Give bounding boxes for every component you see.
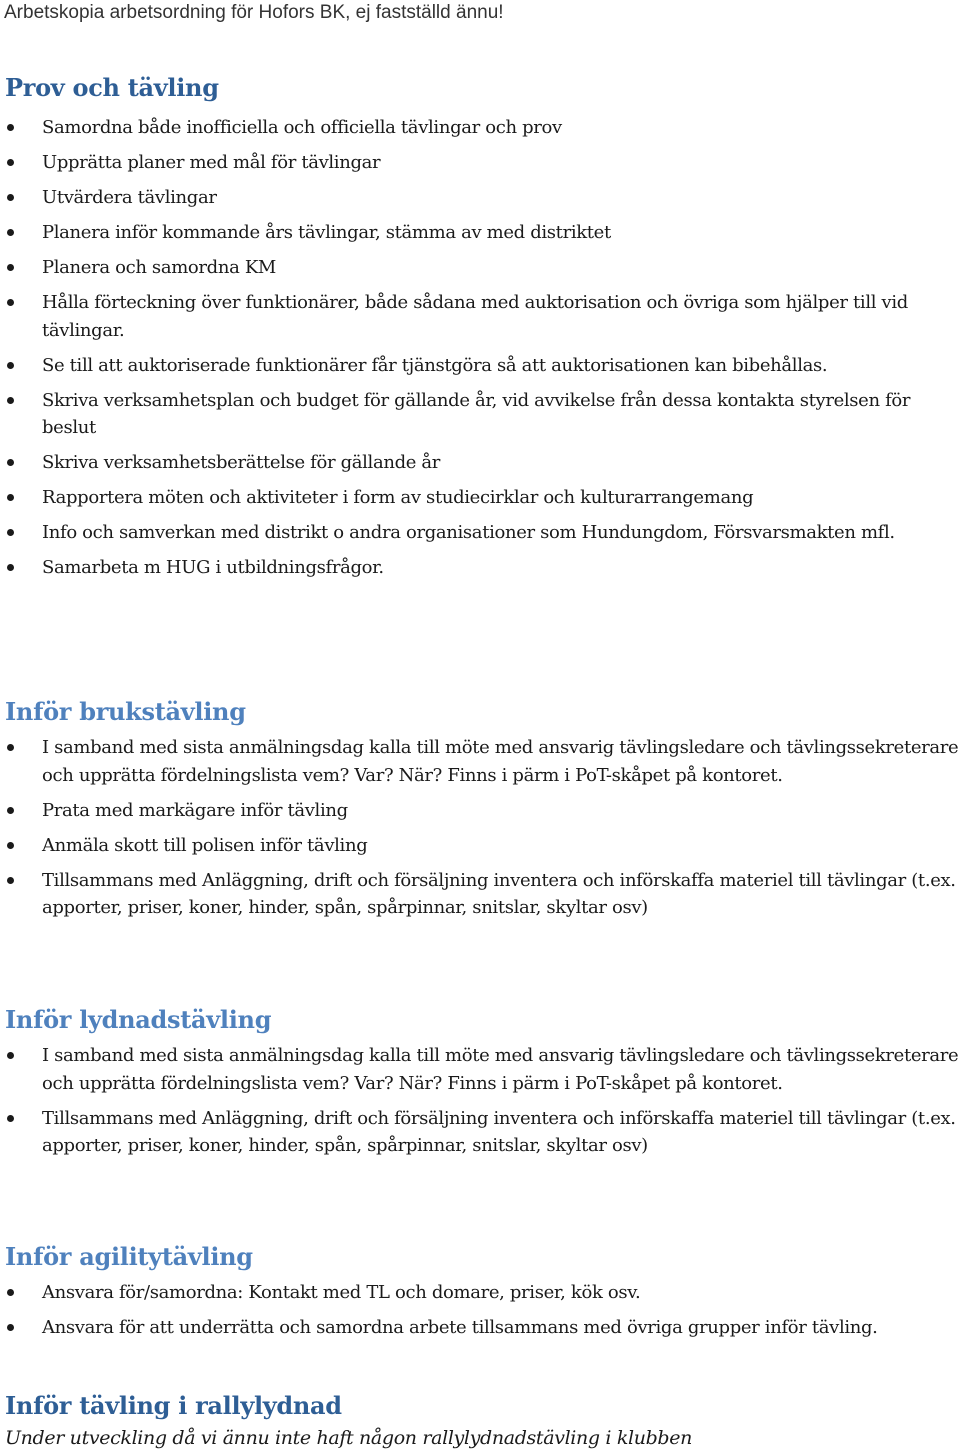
list-item-text: Upprätta planer med mål för tävlingar [42, 152, 381, 173]
bullet-icon [7, 1289, 14, 1296]
bullet-icon [7, 124, 14, 131]
list-item-text: Skriva verksamhetsplan och budget för gällande år, vid avvikelse från dessa kontakta styrelsen för beslut [42, 389, 911, 438]
list-item [5, 114, 960, 142]
list-item [5, 219, 960, 247]
list-item-text: Samordna både inofficiella och officiella tävlingar och prov [42, 117, 562, 138]
list-item-text: Info och samverkan med distrikt o andra organisationer som Hundungdom, Försvarsmakten mfl. [42, 522, 895, 543]
bullet-icon [7, 1324, 14, 1331]
list-item [5, 289, 960, 344]
list-item [5, 1105, 960, 1160]
list-item [5, 184, 960, 212]
list-item [5, 797, 960, 825]
bullet-icon [7, 299, 14, 306]
section-infor-brukstavling [5, 697, 960, 922]
list-item-text: Hålla förteckning över funktionärer, både sådana med auktorisation och övriga som hjälper till vid tävlingar. [42, 292, 908, 341]
bullet-list [5, 114, 960, 582]
list-item [5, 867, 960, 922]
section-note: Under utveckling då vi ännu inte haft någon rallylydnadstävling i klubben [5, 1427, 693, 1449]
list-item [5, 734, 960, 789]
bullet-icon [7, 159, 14, 166]
bullet-icon [7, 842, 14, 849]
list-item [5, 484, 960, 512]
list-item [5, 519, 960, 547]
bullet-icon [7, 877, 14, 884]
list-item-text: Planera inför kommande års tävlingar, stämma av med distriktet [42, 222, 611, 243]
list-item-text: Tillsammans med Anläggning, drift och försäljning inventera och införskaffa materiel till tävlingar (t.ex. apporter, priser, koner, hinder, spån, spårpinnar, snitslar, skyltar osv) [42, 869, 956, 918]
bullet-icon [7, 744, 14, 751]
list-item-text: Ansvara för/samordna: Kontakt med TL och domare, priser, kök osv. [42, 1282, 641, 1303]
bullet-icon [7, 1052, 14, 1059]
bullet-icon [7, 229, 14, 236]
bullet-icon [7, 564, 14, 571]
section-prov-och-tavling [5, 73, 960, 582]
list-item-text: Utvärdera tävlingar [42, 187, 217, 208]
list-item-text: Anmäla skott till polisen inför tävling [42, 834, 368, 856]
list-item [5, 1042, 960, 1097]
bullet-icon [7, 807, 14, 814]
bullet-list [5, 1279, 960, 1342]
list-item-text: I samband med sista anmälningsdag kalla till möte med ansvarig tävlingsledare och tävlingssekreterare och upprätta fördelningslista vem? Var? När? Finns i pärm i PoT-skåpet på kontoret. [42, 737, 959, 786]
bullet-icon [7, 397, 14, 404]
list-item [5, 352, 960, 380]
bullet-icon [7, 529, 14, 536]
list-item [5, 387, 960, 442]
list-item-text: Samarbeta m HUG i utbildningsfrågor. [42, 557, 384, 578]
section-title: Inför lydnadstävling [5, 1005, 272, 1034]
section-title: Prov och tävling [5, 73, 219, 102]
section-infor-tavling-i-rallylydnad [5, 1391, 960, 1452]
section-title: Inför agilitytävling [5, 1242, 253, 1271]
bullet-list [5, 1042, 960, 1160]
list-item-text: Rapportera möten och aktiviteter i form av studiecirklar och kulturarrangemang [42, 487, 754, 508]
bullet-icon [7, 1115, 14, 1122]
section-title: Inför brukstävling [5, 697, 246, 726]
list-item [5, 149, 960, 177]
section-infor-agilitytavling [5, 1242, 960, 1342]
list-item-text: I samband med sista anmälningsdag kalla till möte med ansvarig tävlingsledare och tävlingssekreterare och upprätta fördelningslista vem? Var? När? Finns i pärm i PoT-skåpet på kontoret. [42, 1045, 959, 1094]
bullet-icon [7, 494, 14, 501]
list-item-text: Skriva verksamhetsberättelse för gällande år [42, 452, 441, 473]
bullet-icon [7, 264, 14, 271]
section-title: Inför tävling i rallylydnad [5, 1391, 342, 1420]
section-infor-lydnadstavling [5, 1005, 960, 1160]
list-item-text: Planera och samordna KM [42, 257, 277, 278]
list-item [5, 832, 960, 860]
list-item-text: Tillsammans med Anläggning, drift och försäljning inventera och införskaffa materiel till tävlingar (t.ex. apporter, priser, koner, hinder, spån, spårpinnar, snitslar, skyltar osv) [42, 1107, 956, 1156]
list-item [5, 254, 960, 282]
list-item-text: Se till att auktoriserade funktionärer får tjänstgöra så att auktorisationen kan bibehållas. [42, 354, 828, 376]
bullet-icon [7, 459, 14, 466]
list-item [5, 554, 960, 582]
document-header-note: Arbetskopia arbetsordning för Hofors BK, ej fastställd ännu! [4, 2, 504, 23]
list-item [5, 1314, 960, 1342]
bullet-icon [7, 362, 14, 369]
list-item-text: Ansvara för att underrätta och samordna arbete tillsammans med övriga grupper inför tävling. [42, 1317, 878, 1338]
list-item-text: Prata med markägare inför tävling [42, 799, 348, 821]
bullet-list [5, 734, 960, 922]
bullet-icon [7, 194, 14, 201]
list-item [5, 1279, 960, 1307]
list-item [5, 449, 960, 477]
